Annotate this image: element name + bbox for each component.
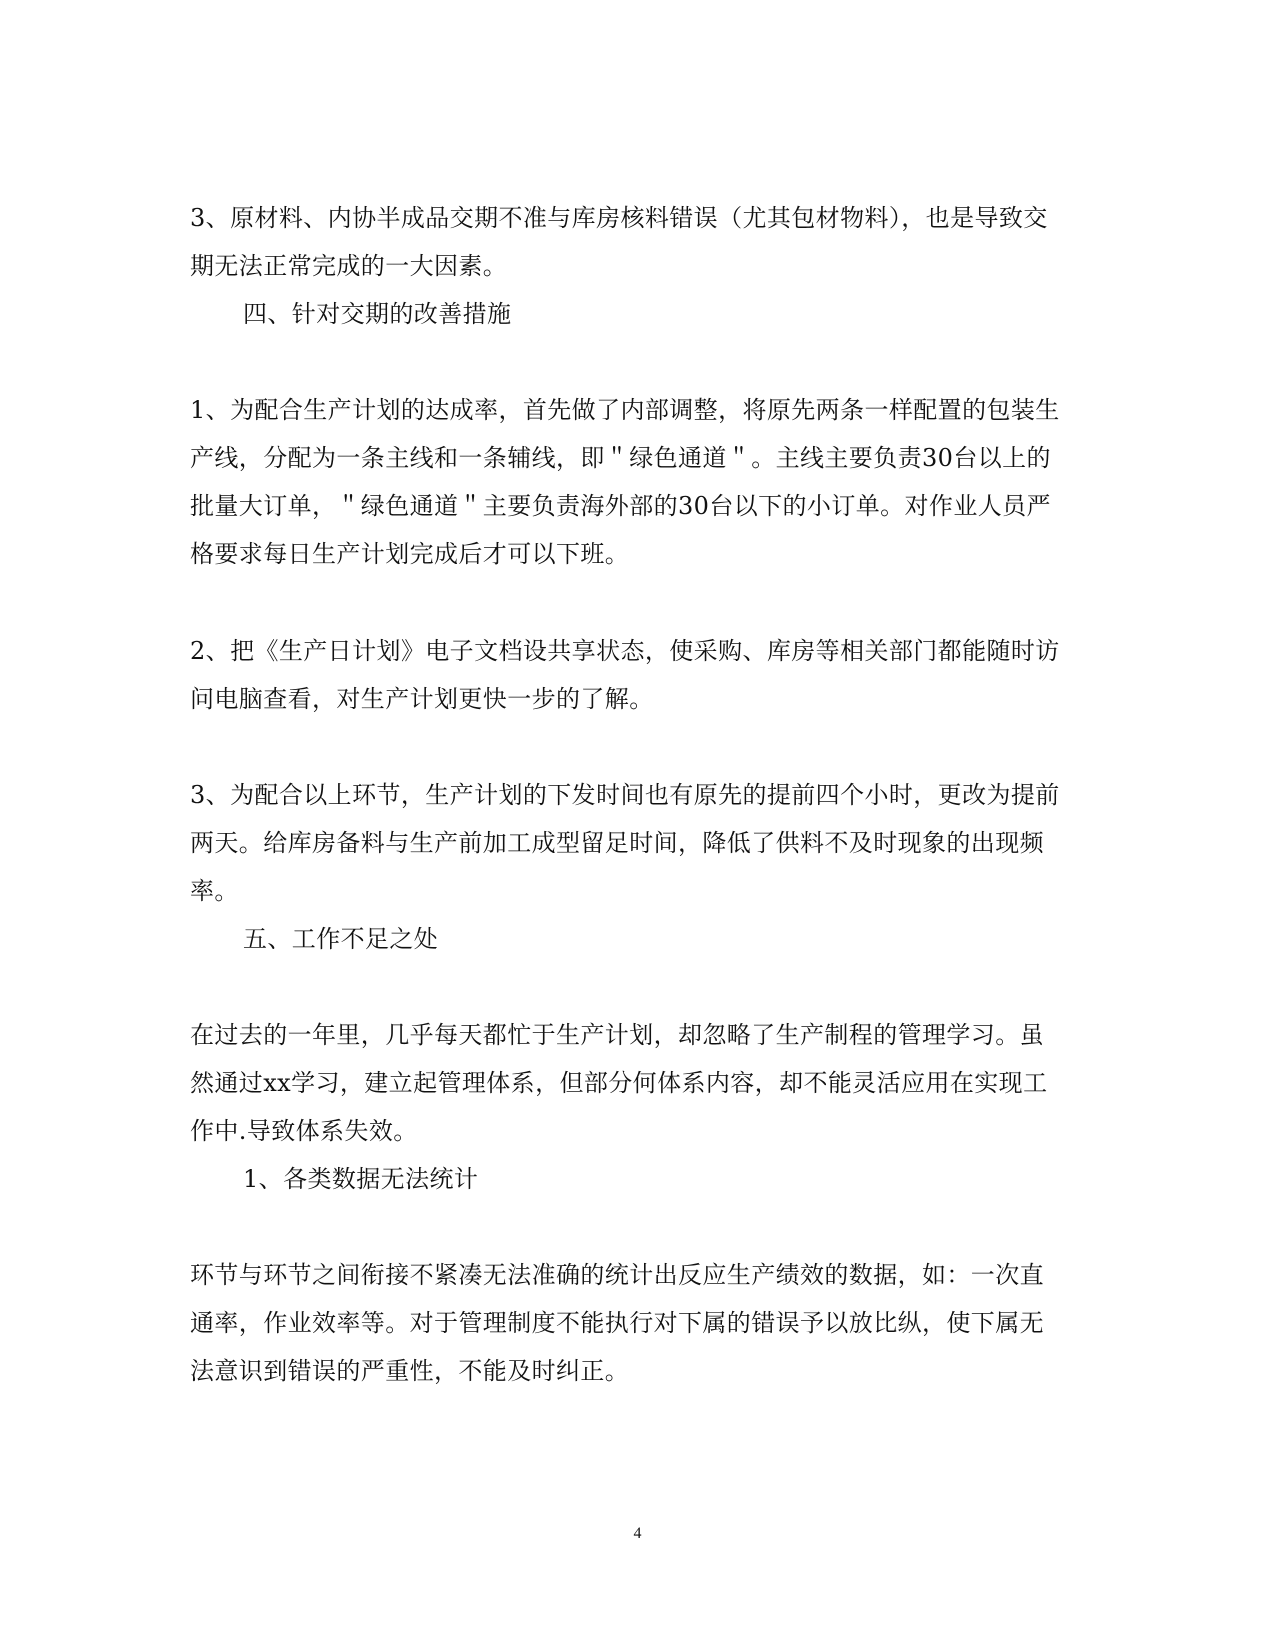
paragraph-line: 率。	[190, 877, 239, 905]
subsection-heading: 1、各类数据无法统计	[243, 1165, 479, 1193]
paragraph-line: 通率，作业效率等。对于管理制度不能执行对下属的错误予以放比纵，使下属无	[190, 1309, 1044, 1337]
section-heading: 四、针对交期的改善措施	[243, 300, 512, 328]
paragraph-line: 3、原材料、内协半成品交期不准与库房核料错误（尤其包材物料），也是导致交	[190, 204, 1048, 232]
paragraph-line: 批量大订单，＂绿色通道＂主要负责海外部的30台以下的小订单。对作业人员严	[190, 492, 1051, 520]
paragraph-line: 期无法正常完成的一大因素。	[190, 252, 508, 280]
paragraph-line: 2、把《生产日计划》电子文档设共享状态，使采购、库房等相关部门都能随时访	[190, 637, 1060, 665]
paragraph-line: 产线，分配为一条主线和一条辅线，即＂绿色通道＂。主线主要负责30台以上的	[190, 444, 1051, 472]
paragraph-line: 问电脑查看，对生产计划更快一步的了解。	[190, 685, 654, 713]
paragraph-line: 环节与环节之间衔接不紧凑无法准确的统计出反应生产绩效的数据，如：一次直	[190, 1261, 1044, 1289]
paragraph-line: 然通过xx学习，建立起管理体系，但部分何体系内容，却不能灵活应用在实现工	[190, 1069, 1048, 1097]
section-heading: 五、工作不足之处	[243, 925, 439, 953]
paragraph-line: 作中.导致体系失效。	[190, 1117, 418, 1145]
page-number: 4	[633, 1525, 642, 1542]
paragraph-line: 3、为配合以上环节，生产计划的下发时间也有原先的提前四个小时，更改为提前	[190, 781, 1060, 809]
paragraph-line: 在过去的一年里，几乎每天都忙于生产计划，却忽略了生产制程的管理学习。虽	[190, 1021, 1044, 1049]
paragraph-line: 两天。给库房备料与生产前加工成型留足时间，降低了供料不及时现象的出现频	[190, 829, 1044, 857]
paragraph-line: 格要求每日生产计划完成后才可以下班。	[190, 540, 630, 568]
paragraph-line: 1、为配合生产计划的达成率，首先做了内部调整，将原先两条一样配置的包装生	[190, 396, 1060, 424]
paragraph-line: 法意识到错误的严重性，不能及时纠正。	[190, 1357, 630, 1385]
